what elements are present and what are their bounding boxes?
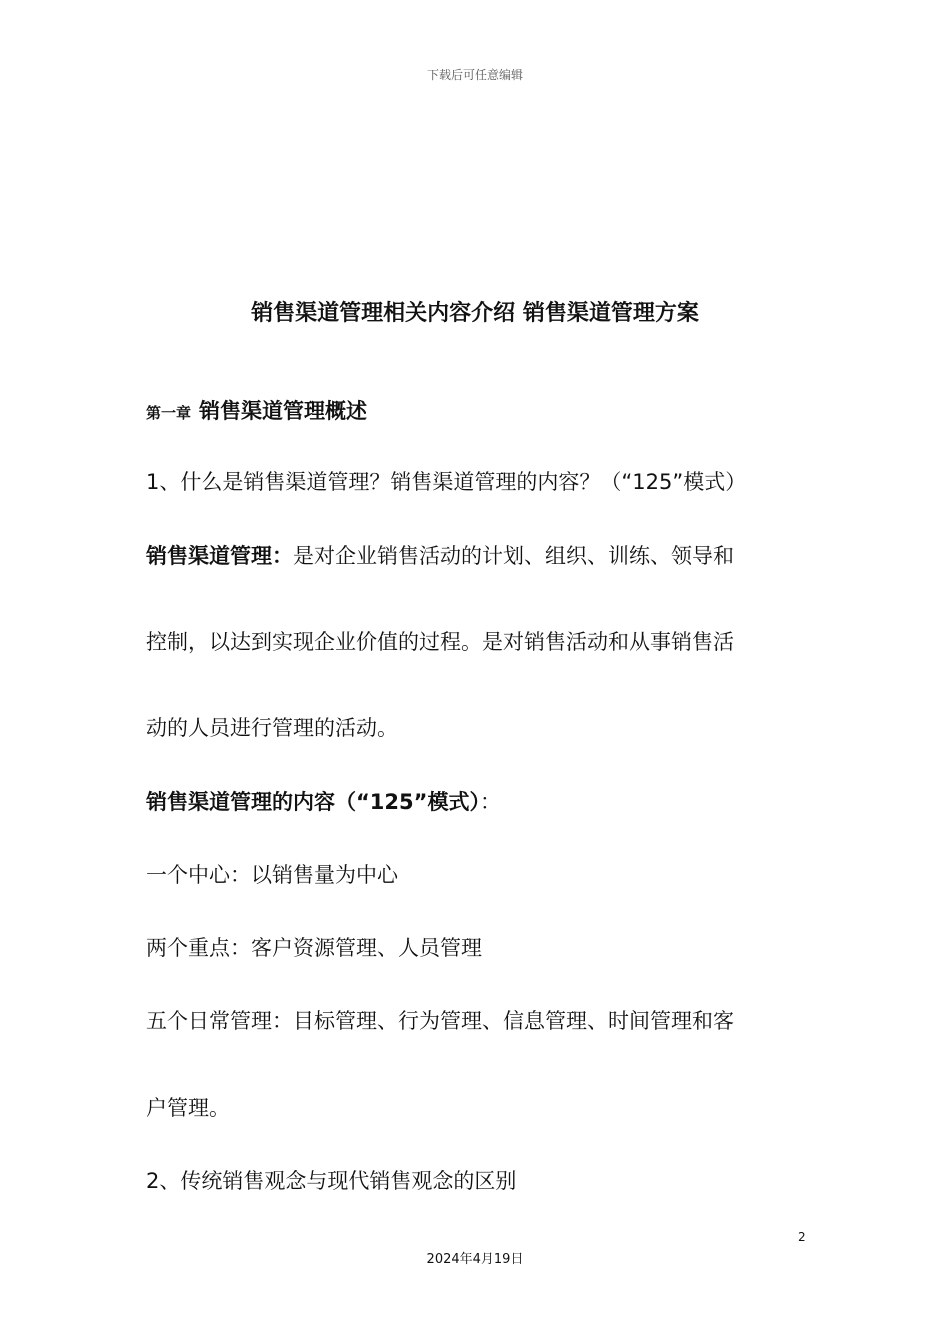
list-item: 两个重点：客户资源管理、人员管理: [146, 936, 482, 960]
definition-line-3: 动的人员进行管理的活动。: [146, 716, 398, 740]
content-heading: [146, 786, 501, 816]
list-item: 五个日常管理：目标管理、行为管理、信息管理、时间管理和客: [146, 1009, 734, 1033]
list-item: 户管理。: [146, 1096, 230, 1120]
section-1-heading: 1、什么是销售渠道管理？销售渠道管理的内容？（“125”模式）: [146, 470, 747, 494]
content-heading-colon: ：: [479, 790, 501, 814]
page-header: 下载后可任意编辑: [426, 68, 523, 82]
section-2-heading: 2、传统销售观念与现代销售观念的区别: [146, 1169, 517, 1193]
chapter-heading: [146, 395, 367, 425]
list-item: 一个中心：以销售量为中心: [146, 863, 398, 887]
chapter-number: 第一章: [146, 404, 192, 422]
page-number: 2: [798, 1230, 806, 1244]
chapter-title: 销售渠道管理概述: [199, 399, 368, 423]
definition-line-1: [146, 540, 734, 570]
definition-text: 是对企业销售活动的计划、组织、训练、领导和: [293, 544, 734, 568]
footer-date: 2024年4月19日: [426, 1252, 524, 1267]
definition-term: 销售渠道管理：: [146, 544, 293, 568]
document-title: 销售渠道管理相关内容介绍 销售渠道管理方案: [251, 301, 699, 326]
definition-line-2: 控制，以达到实现企业价值的过程。是对销售活动和从事销售活: [146, 630, 734, 654]
content-heading-bold: 销售渠道管理的内容（“125”模式）: [146, 790, 480, 814]
